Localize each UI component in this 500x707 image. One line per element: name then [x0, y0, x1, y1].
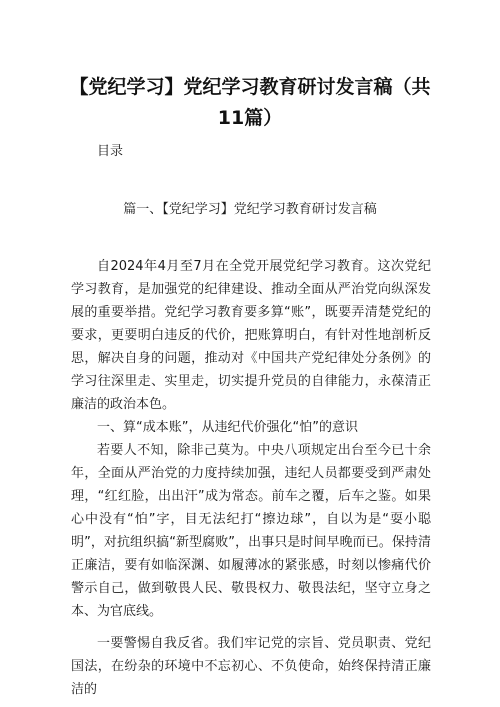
body-paragraph: 自2024年4月至7月在全党开展党纪学习教育。这次党纪学习教育，是加强党的纪律建设、推动全面从严治党向纵深发展的重要举措。党纪学习教育要多算“账”，既要弄清楚党纪的要求，更要明白违反的代价，把账算明白，有针对性地剖析反思，解决自身的问题，推动对《中国共产党纪律处分条例》的学习往深里走、实里走，切实提升党员的自律能力，永葆清正廉洁的政治本色。: [71, 259, 431, 412]
body-paragraph: 若要人不知，除非己莫为。中央八项规定出台至今已十余年，全面从严治党的力度持续加强，违纪人员都要受到严肃处理，“红红脸，出出汗”成为常态。前车之覆，后车之鉴。如果心中没有“怕”字，目无法纪打“擦边球”，自以为是“耍小聪明”，对抗组织搞“新型腐败”，出事只是时间早晚而已。保持清正廉洁，要有如临深渊、如履薄冰的紧张感，时刻以惨痛代价警示自己，做到敬畏人民、敬畏权力、敬畏法纪，坚守立身之本、为官底线。: [71, 443, 431, 619]
subsection-heading: 一、算“成本账”，从违纪代价强化“怕”的意识: [97, 420, 358, 435]
body-paragraph: 一要警惕自我反省。我们牢记党的宗旨、党员职责、党纪国法，在纷杂的环境中不忘初心、不负使命，始终保持清正廉洁的: [71, 636, 431, 697]
toc-label: 目录: [97, 144, 124, 159]
section-heading: 篇一、【党纪学习】党纪学习教育研讨发言稿: [123, 202, 377, 217]
document-title: 【党纪学习】党纪学习教育研讨发言稿（共11篇）: [69, 76, 431, 129]
